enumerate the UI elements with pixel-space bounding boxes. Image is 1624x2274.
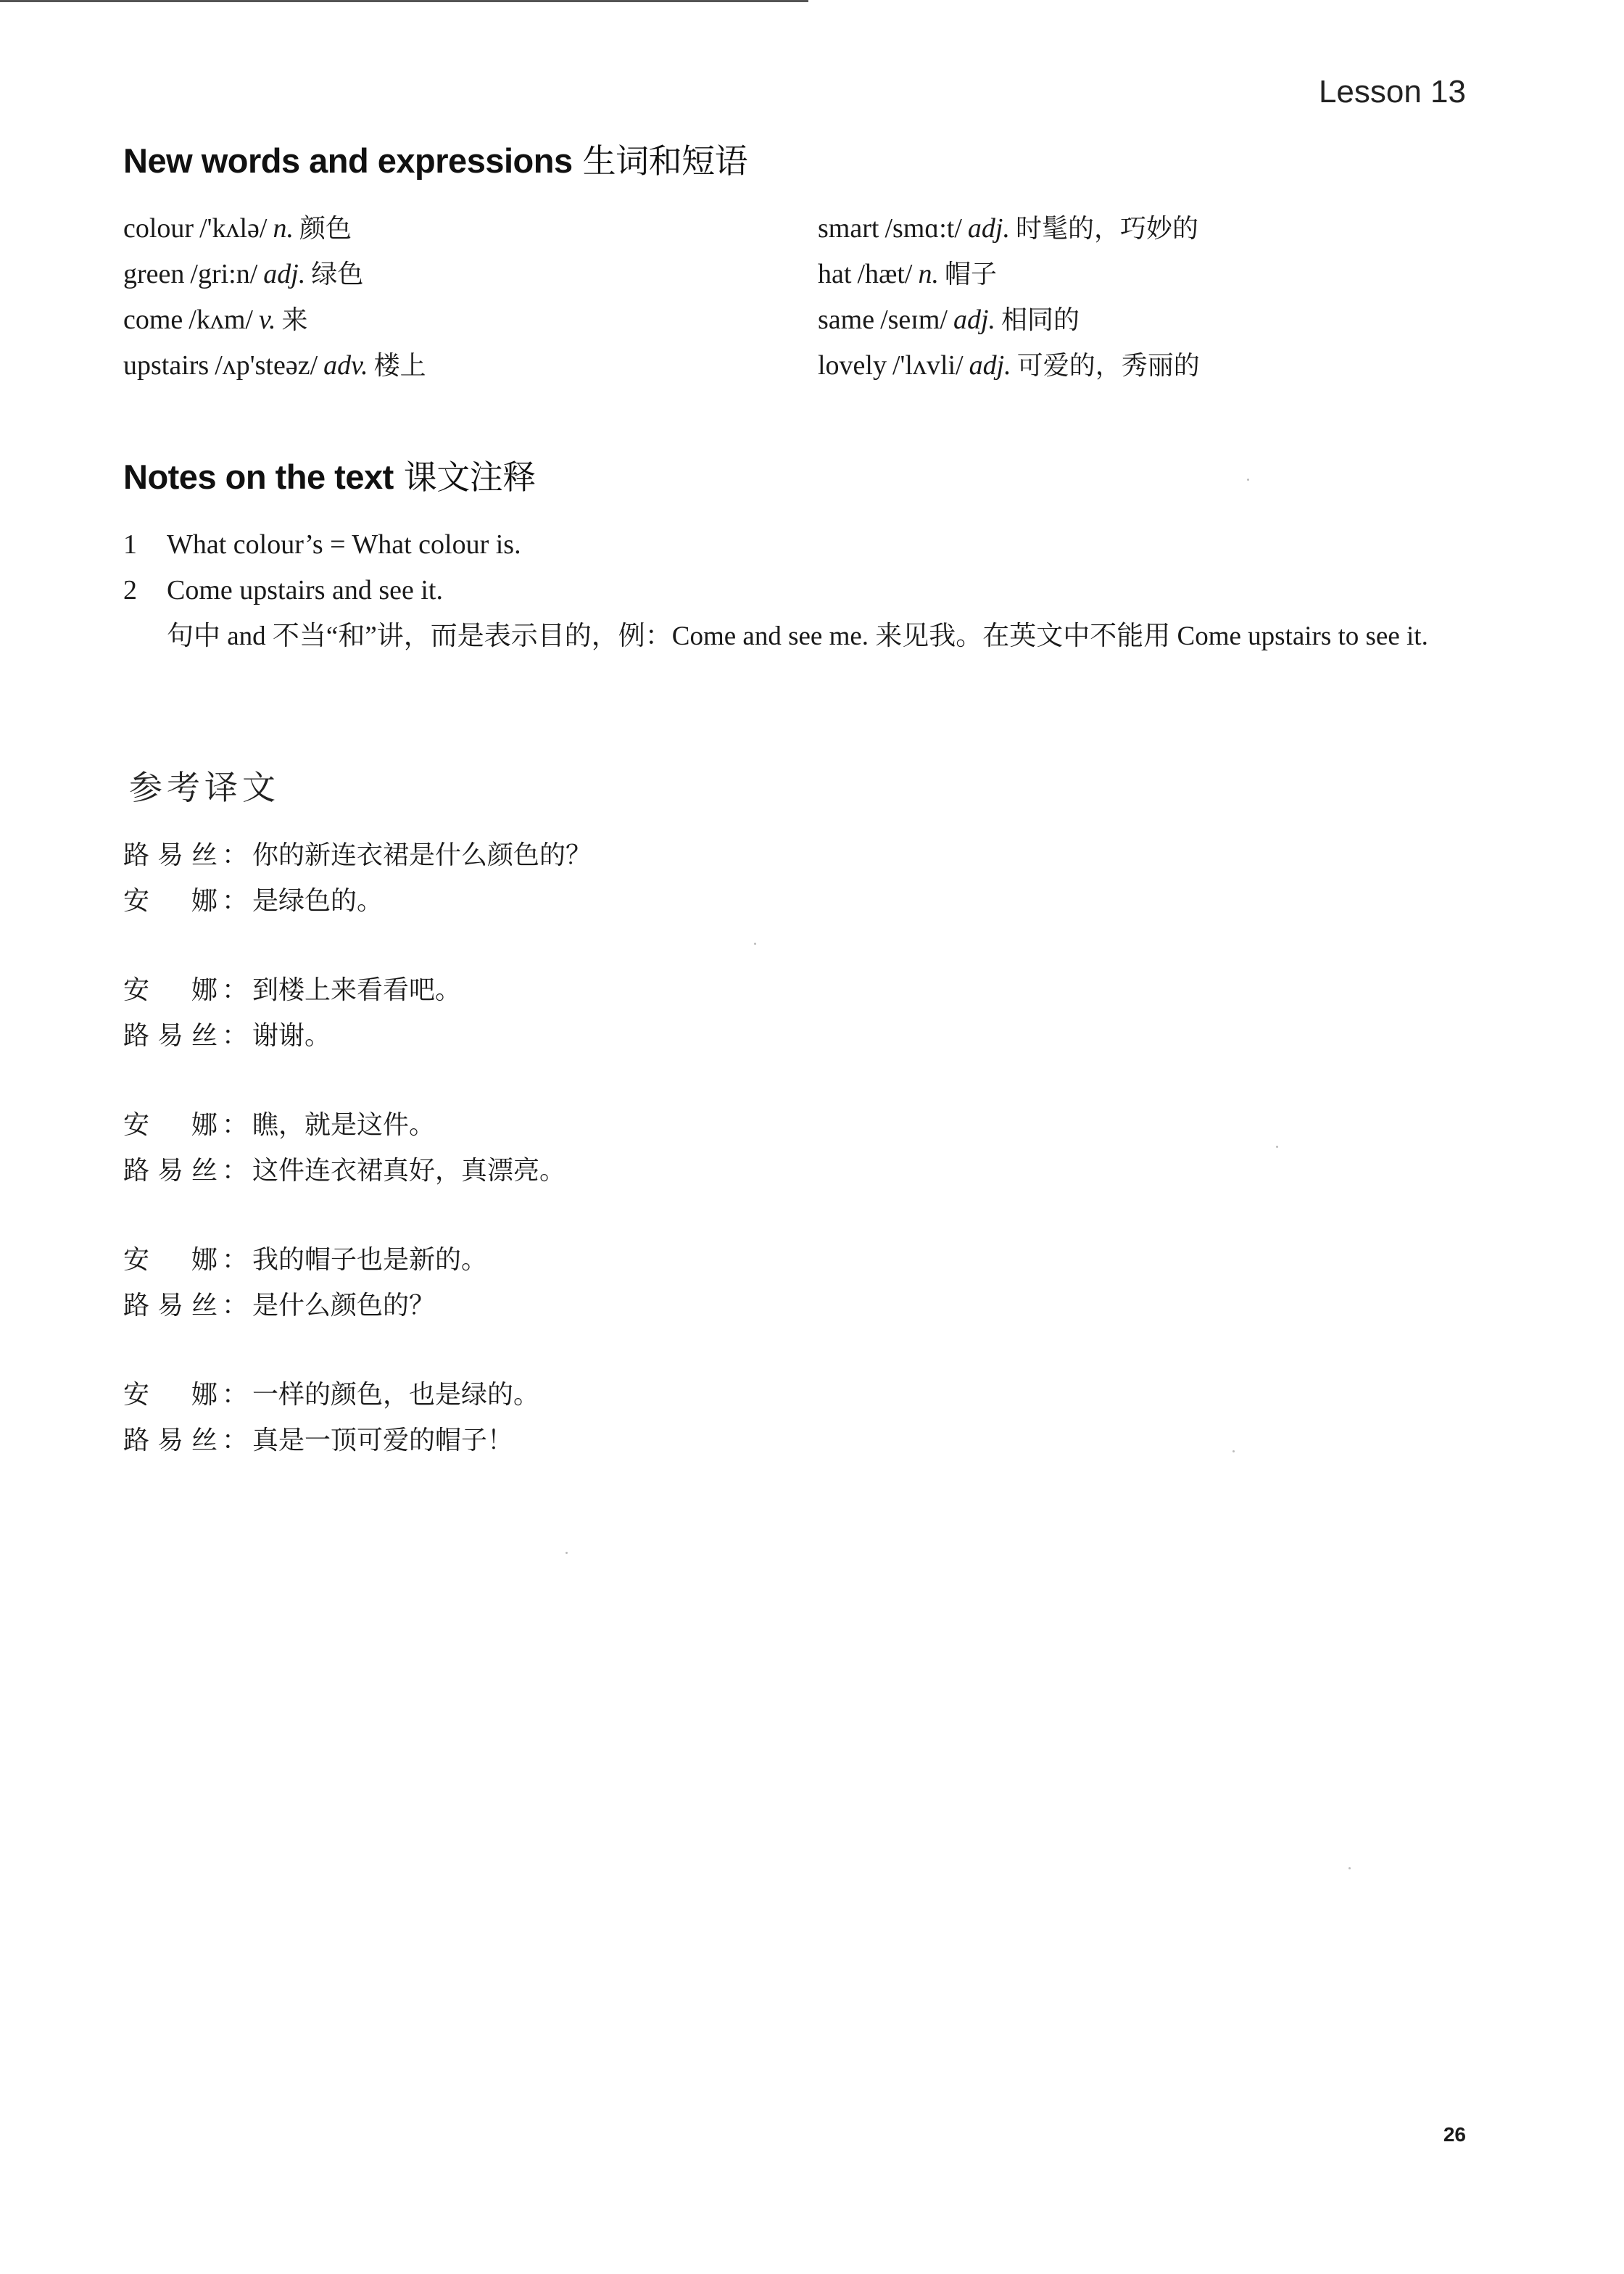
notes-list [123, 522, 1486, 659]
dialogue-group [123, 1372, 592, 1463]
note-explanation: 句中 and 不当“和”讲，而是表示目的，例：Come and see me. 来见我。在英文中不能用 Come upstairs to see it. [167, 621, 1428, 651]
speaker-name: 路易丝 [123, 1156, 218, 1186]
notes-heading-en: Notes on the text [123, 458, 394, 496]
dialogue-line [123, 1237, 592, 1283]
vocab-word: green [123, 259, 185, 289]
speaker-colon: ： [221, 1291, 248, 1320]
dialogue-line [123, 1372, 592, 1418]
scan-speck [1276, 1146, 1278, 1148]
scan-speck [1247, 479, 1249, 481]
vocab-phonetic: /hæt/ [857, 259, 913, 289]
speaker-name: 安娜 [123, 1245, 218, 1275]
vocab-phonetic: /gri:n/ [190, 259, 258, 289]
vocab-word: lovely [818, 350, 887, 381]
vocab-entry [123, 252, 426, 297]
dialogue-line [123, 1418, 592, 1463]
vocab-phonetic: /seɪm/ [880, 305, 948, 335]
dialogue-text: 真是一顶可爱的帽子！ [252, 1426, 514, 1455]
vocab-phonetic: /'lʌvli/ [892, 350, 964, 381]
dialogue-group [123, 967, 592, 1059]
vocab-word: upstairs [123, 350, 210, 381]
vocab-entry [818, 343, 1200, 389]
speaker-colon: ： [221, 1245, 248, 1275]
speaker-name: 路易丝 [123, 1291, 218, 1320]
dialogue-line [123, 1283, 592, 1328]
note-number: 1 [123, 529, 137, 560]
dialogue-text: 是什么颜色的？ [252, 1291, 436, 1320]
vocab-pos: adj. [969, 350, 1011, 381]
speaker-colon: ： [221, 1380, 248, 1410]
dialogue-text: 我的帽子也是新的。 [252, 1245, 488, 1275]
speaker-colon: ： [221, 1021, 248, 1051]
new-words-heading-en: New words and expressions [123, 141, 573, 180]
notes-heading-zh: 课文注释 [403, 458, 536, 497]
page-number: 26 [1443, 2123, 1466, 2146]
vocab-pos: n. [273, 213, 294, 244]
dialogue-group [123, 832, 592, 924]
vocab-entry [123, 206, 426, 252]
speaker-name: 安娜 [123, 1380, 218, 1410]
vocab-entry [818, 206, 1200, 252]
vocab-phonetic: /'kʌlə/ [199, 213, 268, 244]
speaker-colon: ： [221, 840, 248, 870]
scan-speck [1348, 1867, 1351, 1869]
vocab-column-right [818, 206, 1200, 389]
speaker-name: 安娜 [123, 886, 218, 916]
vocab-meaning: 绿色 [311, 260, 364, 289]
speaker-colon: ： [221, 886, 248, 916]
dialogue-text: 一样的颜色，也是绿的。 [252, 1380, 540, 1410]
dialogue-text: 是绿色的。 [252, 886, 384, 916]
vocab-column-left [123, 206, 426, 389]
vocab-entry [818, 297, 1200, 343]
vocab-pos: adj. [953, 305, 996, 335]
speaker-colon: ： [221, 1110, 248, 1140]
scan-speck [1232, 1450, 1235, 1452]
dialogue-line [123, 967, 592, 1013]
vocab-phonetic: /kʌm/ [188, 305, 253, 335]
vocab-entry [123, 297, 426, 343]
vocab-entry [123, 343, 426, 389]
scan-speck [754, 943, 756, 945]
dialogue-line [123, 878, 592, 924]
speaker-name: 路易丝 [123, 1426, 218, 1455]
vocab-meaning: 时髦的，巧妙的 [1015, 214, 1198, 244]
dialogue-line [123, 832, 592, 878]
lesson-label: Lesson 13 [1318, 74, 1466, 109]
vocab-meaning: 相同的 [1001, 305, 1080, 335]
dialogue-text: 谢谢。 [252, 1021, 331, 1051]
vocab-pos: n. [918, 259, 939, 289]
vocab-pos: v. [258, 305, 276, 335]
speaker-colon: ： [221, 1426, 248, 1455]
vocab-word: smart [818, 213, 879, 244]
vocab-meaning: 帽子 [944, 260, 997, 289]
vocab-word: come [123, 305, 183, 335]
note-text: Come upstairs and see it. [167, 575, 443, 605]
speaker-colon: ： [221, 975, 248, 1005]
vocab-word: same [818, 305, 875, 335]
vocab-pos: adv. [323, 350, 368, 381]
note-item [123, 522, 1486, 568]
vocab-pos: adj. [967, 213, 1010, 244]
dialogue-text: 瞧，就是这件。 [252, 1110, 436, 1140]
speaker-name: 安娜 [123, 1110, 218, 1140]
note-number: 2 [123, 575, 137, 605]
translation-heading: 参考译文 [129, 768, 280, 807]
new-words-heading-zh: 生词和短语 [582, 141, 748, 181]
dialogue-text: 这件连衣裙真好，真漂亮。 [252, 1156, 566, 1186]
vocab-word: colour [123, 213, 194, 244]
speaker-name: 安娜 [123, 975, 218, 1005]
new-words-heading [123, 135, 747, 183]
dialogue-line [123, 1148, 592, 1194]
vocab-meaning: 颜色 [299, 214, 352, 244]
vocab-phonetic: /ʌp'steəz/ [215, 350, 318, 381]
note-item [123, 568, 1486, 613]
speaker-name: 路易丝 [123, 840, 218, 870]
dialogue-group [123, 1237, 592, 1328]
top-rule [0, 0, 808, 2]
dialogue-text: 你的新连衣裙是什么颜色的？ [252, 840, 592, 870]
dialogue-line [123, 1013, 592, 1059]
vocab-pos: adj. [263, 259, 306, 289]
vocab-meaning: 来 [281, 305, 308, 335]
dialogue-text: 到楼上来看看吧。 [252, 975, 462, 1005]
notes-heading [123, 451, 536, 499]
speaker-name: 路易丝 [123, 1021, 218, 1051]
vocab-meaning: 可爱的，秀丽的 [1016, 351, 1200, 381]
vocab-phonetic: /smɑ:t/ [884, 213, 962, 244]
speaker-colon: ： [221, 1156, 248, 1186]
scan-speck [566, 1552, 568, 1554]
vocab-entry [818, 252, 1200, 297]
vocab-word: hat [818, 259, 852, 289]
vocab-meaning: 楼上 [373, 351, 426, 381]
note-text: What colour’s = What colour is. [167, 529, 521, 560]
dialogue-line [123, 1102, 592, 1148]
dialogue-group [123, 1102, 592, 1194]
translation-dialogue [123, 832, 592, 1507]
